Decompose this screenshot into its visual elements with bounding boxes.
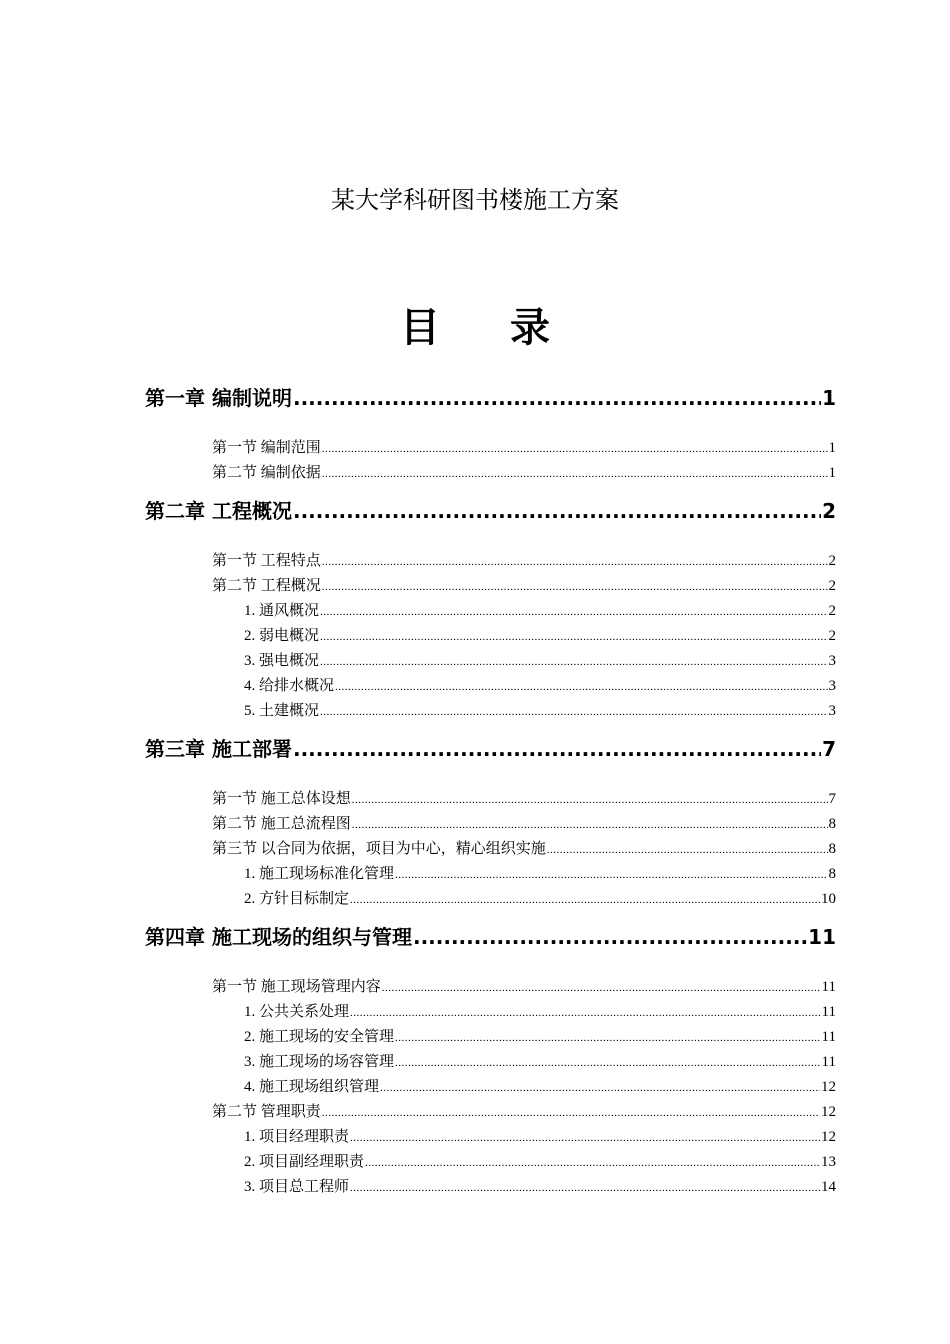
- toc-entry-page: 3: [828, 653, 836, 669]
- toc-entry-label: 第四章 施工现场的组织与管理: [145, 925, 412, 949]
- toc-entry-page: 11: [821, 1004, 836, 1020]
- toc-section[interactable]: [212, 436, 836, 458]
- toc-entry-page: 10: [821, 891, 836, 907]
- toc-chapter[interactable]: [145, 495, 836, 525]
- toc-entry-page: 8: [828, 866, 836, 882]
- toc-entry-label: 第二节 管理职责: [212, 1104, 321, 1120]
- toc-entry-page: 12: [821, 1104, 836, 1120]
- toc-entry-label: 3. 施工现场的场容管理: [244, 1054, 395, 1070]
- dot-leader: [547, 844, 828, 856]
- toc-item[interactable]: [244, 624, 836, 646]
- toc-entry-label: 2. 项目副经理职责: [244, 1154, 365, 1170]
- document-title: 某大学科研图书楼施工方案: [331, 188, 619, 214]
- toc-item[interactable]: [244, 649, 836, 671]
- toc-entry-page: 2: [828, 603, 836, 619]
- toc-entry-label: 1. 项目经理职责: [244, 1129, 350, 1145]
- dot-leader: [382, 982, 821, 994]
- toc-entry-label: 第二节 工程概况: [212, 578, 321, 594]
- toc-entry-page: 8: [828, 841, 836, 857]
- toc-entry-page: 12: [821, 1129, 836, 1145]
- dot-leader: [335, 681, 827, 693]
- toc-entry-page: 2: [822, 499, 836, 523]
- toc-item[interactable]: [244, 674, 836, 696]
- toc-heading: 目录: [400, 305, 620, 351]
- toc-entry-label: 4. 给排水概况: [244, 678, 335, 694]
- toc-section[interactable]: [212, 837, 836, 859]
- toc-section[interactable]: [212, 787, 836, 809]
- dot-leader: [322, 443, 828, 455]
- dot-leader: [322, 468, 828, 480]
- dot-leader: [380, 1082, 820, 1094]
- toc-entry-page: 3: [828, 703, 836, 719]
- toc-entry-page: 11: [821, 1029, 836, 1045]
- dot-leader: [352, 819, 828, 831]
- toc-item[interactable]: [244, 887, 836, 909]
- toc-entry-label: 第二节 施工总流程图: [212, 816, 351, 832]
- dot-leader: [322, 556, 828, 568]
- toc-chapter[interactable]: [145, 921, 836, 951]
- toc-entry-label: 第一节 编制范围: [212, 440, 321, 456]
- toc-entry-page: 2: [828, 553, 836, 569]
- dot-leader: [293, 386, 821, 410]
- toc-entry-page: 1: [822, 386, 836, 410]
- toc-section[interactable]: [212, 812, 836, 834]
- toc-entry-label: 第二章 工程概况: [145, 499, 292, 523]
- dot-leader: [350, 1182, 820, 1194]
- toc-entry-page: 8: [828, 816, 836, 832]
- dot-leader: [320, 706, 827, 718]
- dot-leader: [365, 1157, 820, 1169]
- dot-leader: [320, 606, 827, 618]
- toc-entry-page: 11: [808, 925, 836, 949]
- dot-leader: [293, 737, 821, 761]
- toc-entry-page: 7: [828, 791, 836, 807]
- toc-entry-label: 1. 通风概况: [244, 603, 320, 619]
- toc-entry-page: 3: [828, 678, 836, 694]
- toc-entry-label: 2. 方针目标制定: [244, 891, 350, 907]
- toc-entry-page: 7: [822, 737, 836, 761]
- dot-leader: [395, 1032, 821, 1044]
- toc-item[interactable]: [244, 1150, 836, 1172]
- toc-entry-label: 第一节 施工总体设想: [212, 791, 351, 807]
- toc-entry-label: 第一章 编制说明: [145, 386, 292, 410]
- toc-item[interactable]: [244, 1075, 836, 1097]
- toc-entry-page: 1: [828, 440, 836, 456]
- toc-section[interactable]: [212, 549, 836, 571]
- dot-leader: [350, 1007, 821, 1019]
- toc-entry-page: 13: [821, 1154, 836, 1170]
- toc-entry-label: 3. 项目总工程师: [244, 1179, 350, 1195]
- dot-leader: [350, 894, 820, 906]
- dot-leader: [350, 1132, 820, 1144]
- toc-entry-label: 第一节 工程特点: [212, 553, 321, 569]
- toc-entry-page: 2: [828, 578, 836, 594]
- toc-entry-label: 1. 公共关系处理: [244, 1004, 350, 1020]
- toc-entry-label: 4. 施工现场组织管理: [244, 1079, 380, 1095]
- toc-entry-label: 第二节 编制依据: [212, 465, 321, 481]
- toc-item[interactable]: [244, 1125, 836, 1147]
- dot-leader: [322, 581, 828, 593]
- dot-leader: [395, 1057, 821, 1069]
- dot-leader: [320, 656, 827, 668]
- dot-leader: [320, 631, 827, 643]
- toc-entry-page: 1: [828, 465, 836, 481]
- toc-item[interactable]: [244, 599, 836, 621]
- toc-item[interactable]: [244, 699, 836, 721]
- dot-leader: [352, 794, 828, 806]
- toc-entry-label: 第一节 施工现场管理内容: [212, 979, 381, 995]
- dot-leader: [413, 925, 807, 949]
- toc-item[interactable]: [244, 1025, 836, 1047]
- toc-entry-label: 3. 强电概况: [244, 653, 320, 669]
- toc-entry-label: 5. 土建概况: [244, 703, 320, 719]
- toc-entry-page: 2: [828, 628, 836, 644]
- toc-item[interactable]: [244, 1050, 836, 1072]
- toc-entry-label: 2. 施工现场的安全管理: [244, 1029, 395, 1045]
- dot-leader: [395, 869, 827, 881]
- dot-leader: [322, 1107, 820, 1119]
- toc-item[interactable]: [244, 1000, 836, 1022]
- toc-chapter[interactable]: [145, 733, 836, 763]
- toc-section[interactable]: [212, 461, 836, 483]
- toc-entry-page: 11: [821, 1054, 836, 1070]
- toc-entry-page: 14: [821, 1179, 836, 1195]
- toc-item[interactable]: [244, 862, 836, 884]
- toc-entry-page: 11: [821, 979, 836, 995]
- toc-section[interactable]: [212, 1100, 836, 1122]
- toc-section[interactable]: [212, 975, 836, 997]
- toc-entry-label: 第三章 施工部署: [145, 737, 292, 761]
- toc-entry-label: 第三节 以合同为依据，项目为中心，精心组织实施: [212, 841, 546, 857]
- toc-section[interactable]: [212, 574, 836, 596]
- toc-item[interactable]: [244, 1175, 836, 1197]
- dot-leader: [293, 499, 821, 523]
- toc-chapter[interactable]: [145, 382, 836, 412]
- toc-entry-label: 2. 弱电概况: [244, 628, 320, 644]
- toc-entry-label: 1. 施工现场标准化管理: [244, 866, 395, 882]
- toc-entry-page: 12: [821, 1079, 836, 1095]
